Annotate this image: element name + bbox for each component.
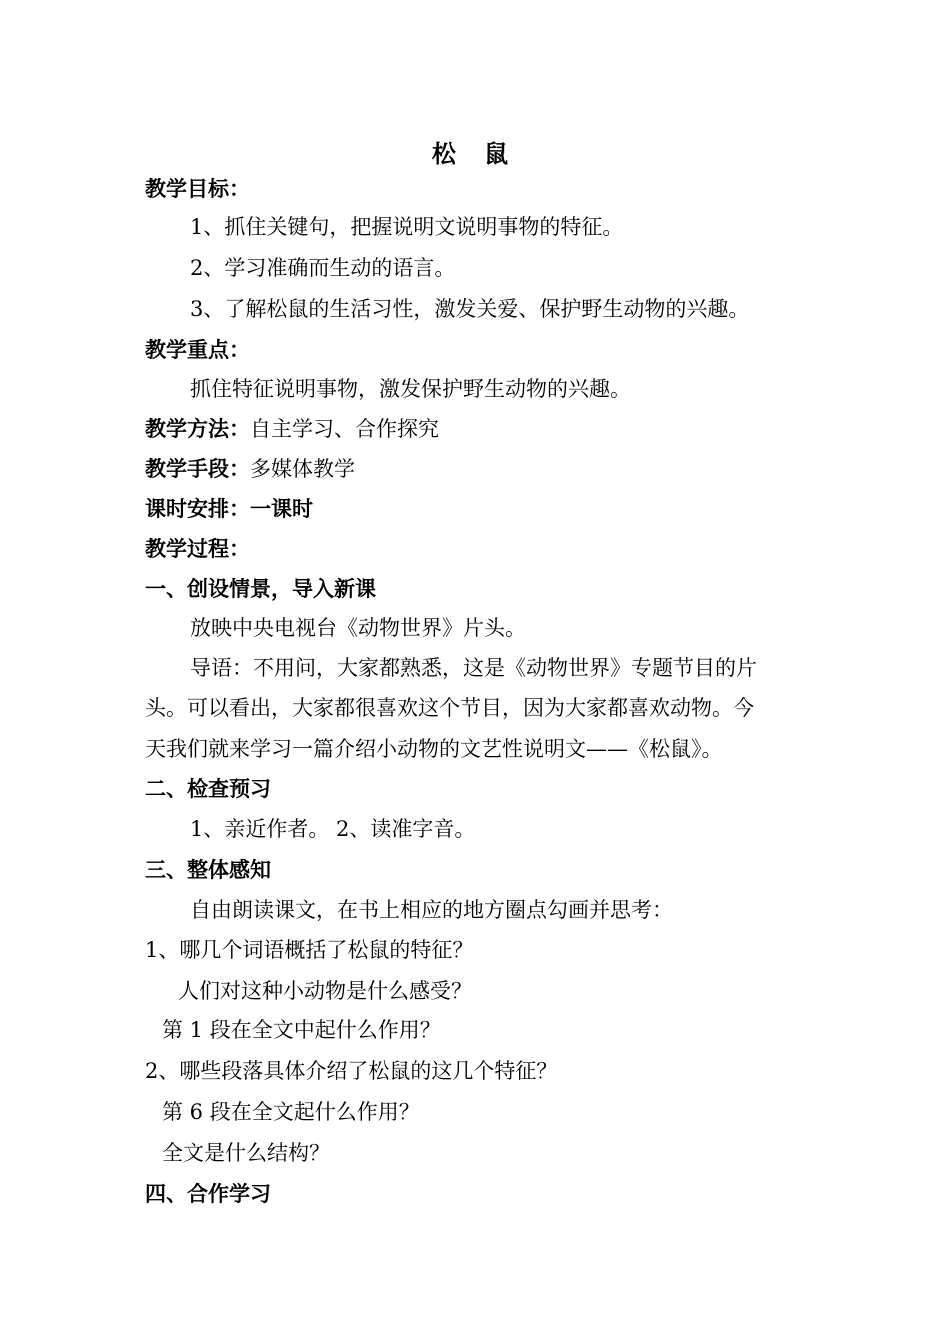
- section1-heading: 一、创设情景，导入新课: [145, 577, 376, 601]
- process-heading: 教学过程：: [145, 537, 250, 561]
- section3-heading: 三、整体感知: [145, 858, 271, 882]
- means-label: 教学手段：: [145, 457, 250, 481]
- section3-question-1b: 第 1 段在全文中起什么作用？: [162, 1018, 441, 1042]
- method-value: 自主学习、合作探究: [250, 417, 439, 441]
- section3-question-1a: 人们对这种小动物是什么感受？: [178, 979, 472, 1003]
- section2-line-1: 1、亲近作者。 2、读准字音。: [190, 817, 476, 841]
- means-line: [145, 456, 355, 482]
- section3-question-2: 2、哪些段落具体介绍了松鼠的这几个特征？: [145, 1059, 558, 1083]
- section3-question-1: 1、哪几个词语概括了松鼠的特征？: [145, 938, 474, 962]
- objective-item-2: 2、学习准确而生动的语言。: [190, 256, 456, 280]
- section3-question-2a: 第 6 段在全文起什么作用？: [162, 1100, 420, 1124]
- section2-heading: 二、检查预习: [145, 777, 271, 801]
- schedule-line: [145, 496, 313, 522]
- key-points-heading: 教学重点：: [145, 338, 250, 362]
- method-line: [145, 416, 439, 442]
- means-value: 多媒体教学: [250, 457, 355, 481]
- method-label: 教学方法：: [145, 417, 250, 441]
- section1-line-1: 放映中央电视台《动物世界》片头。: [190, 616, 526, 640]
- objective-item-1: 1、抓住关键句，把握说明文说明事物的特征。: [190, 215, 624, 239]
- section3-intro: 自由朗读课文，在书上相应的地方圈点勾画并思考：: [190, 898, 673, 922]
- section1-line-3: 头。可以看出，大家都很喜欢这个节目，因为大家都喜欢动物。今: [145, 696, 754, 720]
- schedule-value: 一课时: [250, 497, 313, 521]
- schedule-label: 课时安排：: [145, 497, 250, 521]
- document-title: 松 鼠: [431, 140, 519, 168]
- key-points-text: 抓住特征说明事物，激发保护野生动物的兴趣。: [190, 377, 631, 401]
- section4-heading: 四、合作学习: [145, 1182, 271, 1206]
- objectives-heading: 教学目标：: [145, 177, 250, 201]
- section1-line-2: 导语：不用问，大家都熟悉，这是《动物世界》专题节目的片: [190, 656, 757, 680]
- section3-question-2b: 全文是什么结构？: [162, 1141, 330, 1165]
- objective-item-3: 3、了解松鼠的生活习性，激发关爱、保护野生动物的兴趣。: [190, 297, 750, 321]
- section1-line-4: 天我们就来学习一篇介绍小动物的文艺性说明文——《松鼠》。: [145, 737, 723, 761]
